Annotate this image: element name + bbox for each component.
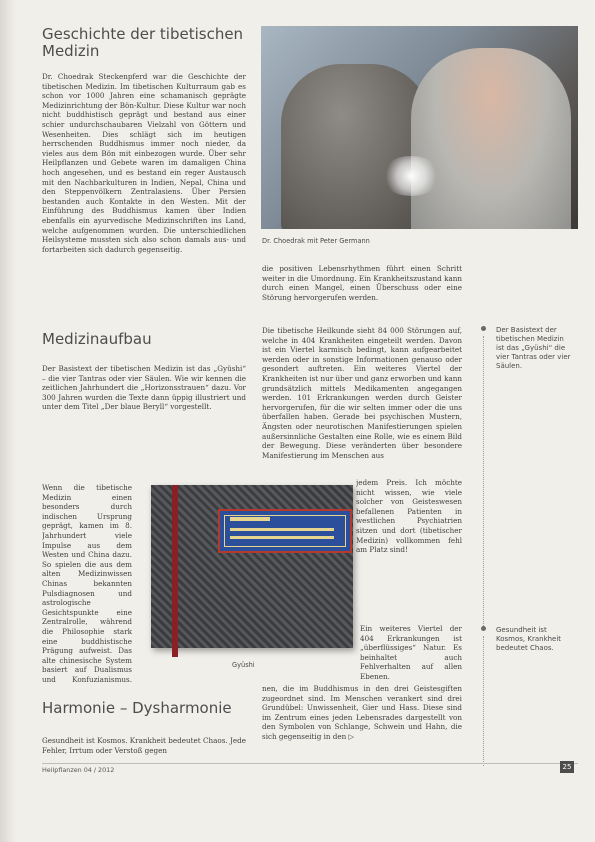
photo-figure-left [281, 64, 431, 229]
paragraph-col2-2: Die tibetische Heilkunde sieht 84 000 Störungen auf, welche in 404 Krankheiten eingeteilt werden. Davon ist ein Viertel karmisch bedingt, kann aufgearbeitet werden oder in sonstige Informationen genauso oder gesondert auftreten. Ein weiteres Viertel der Krankheiten ist nur über und ganz erworben und kann grundsätzlich mittels Medikamenten angegangen werden. 101 Erkrankungen werden durch Geister hervorgerufen, für die wir selten immer oder die uns überfallen haben. Gerade bei psychischen Mustern, Ängsten oder neurotischen Manifestierungen spielen außersinnliche Gestalten eine Rolle, wie es einem Bild der Bewegung. Diese veränderten über besondere Manifestierung im Menschen aus [262, 326, 462, 460]
photo-caption: Dr. Choedrak mit Peter Germann [262, 237, 370, 245]
photo-light-glow [381, 156, 441, 196]
paragraph-structure-2: Wenn die tibetische Medizin einen besonders durch indischen Ursprung geprägt, kamen im 8. Jahrhundert viele Impulse aus dem Westen und China dazu. So spielen die aus dem alten Medizinwissen Chinas bekannten Pulsdiagnosen und astrologische Gesichtspunkte eine Zentralrolle, während die Philosophie stark eine buddhistische Prägung aufweist. Das alte chinesische System basiert auf Dualismus und Konfuzianismus. [42, 483, 132, 683]
paragraph-harmony: Gesundheit ist Kosmos. Krankheit bedeutet Chaos. Jede Fehler, Irrtum oder Verstoß gegen [42, 736, 246, 755]
book-caption: Gyüshi [232, 661, 255, 669]
book-label-line-1 [230, 528, 334, 531]
photo-doctors [261, 26, 578, 229]
sidebar-bullet-2 [481, 626, 486, 631]
heading-medical-structure: Medizinaufbau [42, 330, 152, 348]
book-ribbon [172, 485, 178, 657]
page-number: 25 [560, 761, 574, 773]
sidebar-divider-1 [483, 336, 484, 626]
paragraph-col2-4: Ein weiteres Viertel der 404 Erkrankungen ist „überflüssiges“ Natur. Es beinhaltet auch Fehlverhalten auf allen Ebenen. [360, 624, 462, 680]
paragraph-col2-3: jedem Preis. Ich möchte nicht wissen, wie viele solcher von Geisteswesen befallenen Patienten in westlichen Psychiatrien sitzen und dort (tibetischer Medizin) vollkommen fehl am Platz sind! [356, 478, 462, 555]
paragraph-structure-1: Der Basistext der tibetischen Medizin ist das „Gyüshi“ – die vier Tantras oder vier Säulen. Wie wir kennen die zeitlichen Jahrhundert die „Horizonsstrauen“ dazu. Vor 300 Jahren wurden die Texte dann üppig illustriert und unter dem Titel „Der blaue Beryll“ vorgestellt. [42, 364, 246, 412]
sidebar-note-1: Der Basistext der tibetischen Medizin ist das „Gyüshi“ die vier Tantras oder vier Säulen. [496, 326, 571, 370]
book-label [218, 509, 352, 553]
paragraph-col2-5: nen, die im Buddhismus in den drei Geistesgiften zugeordnet sind. Im Menschen verankert sind drei Grundübel: Unwissenheit, Gier und Hass. Diese sind im Zentrum eines jeden Lebensrades dargestellt von den Symbolen von Schlange, Schwein und Hahn, die sich gegenseitig in den ▷ [262, 684, 462, 741]
footer-rule [42, 763, 578, 764]
heading-harmony: Harmonie – Dysharmonie [42, 699, 232, 717]
book-label-script [230, 517, 270, 521]
photo-figure-right [411, 48, 571, 229]
heading-history: Geschichte der tibetischen Medizin [42, 25, 244, 60]
sidebar-note-2: Gesundheit ist Kosmos, Krankheit bedeutet Chaos. [496, 626, 562, 652]
footer-journal: Heilpflanzen 04 / 2012 [42, 766, 115, 774]
paragraph-col2-1: die positiven Lebensrhythmen führt einen Schritt weiter in die Umordnung. Ein Krankheitszustand kann durch einen Mangel, einen Überschuss oder eine Störung hervorgerufen werden. [262, 264, 462, 302]
book-label-line-2 [230, 536, 334, 539]
paragraph-history: Dr. Choedrak Steckenpferd war die Geschichte der tibetischen Medizin. Im tibetischen Kulturraum gab es schon vor 1000 Jahren eine schamanisch geprägte Medizinrichtung der Bön-Kultur. Diese Kultur war noch nicht buddhistisch geprägt und bestand aus einer schier undurchschaubaren Vielzahl von Göttern und Wesenheiten. Dies schlägt sich im heutigen herrschenden Buddhismus immer noch nieder, da vieles aus dem Bön mit einbezogen wurde. Über sehr Heilpflanzen und Gebete waren im damaligen China hoch angesehen, und es bestand ein reger Austausch mit den Nachbarkulturen in Indien, Nepal, China und den Steppenvölkern Zentralasiens. Über Persien bestanden auch Kontakte in den Westen. Mit der Einführung des Buddhismus kamen über Indien ebenfalls ein ayurvedische Medizinschriften ins Land, welche aufgenommen wurden. Die unterschiedlichen Heilsysteme mussten sich also schon damals aus- und fortarbeiten sich dadurch gegenseitig. [42, 72, 246, 254]
scan-edge-shadow [0, 0, 16, 842]
sidebar-bullet-1 [481, 326, 486, 331]
sidebar-divider-2 [483, 636, 484, 766]
